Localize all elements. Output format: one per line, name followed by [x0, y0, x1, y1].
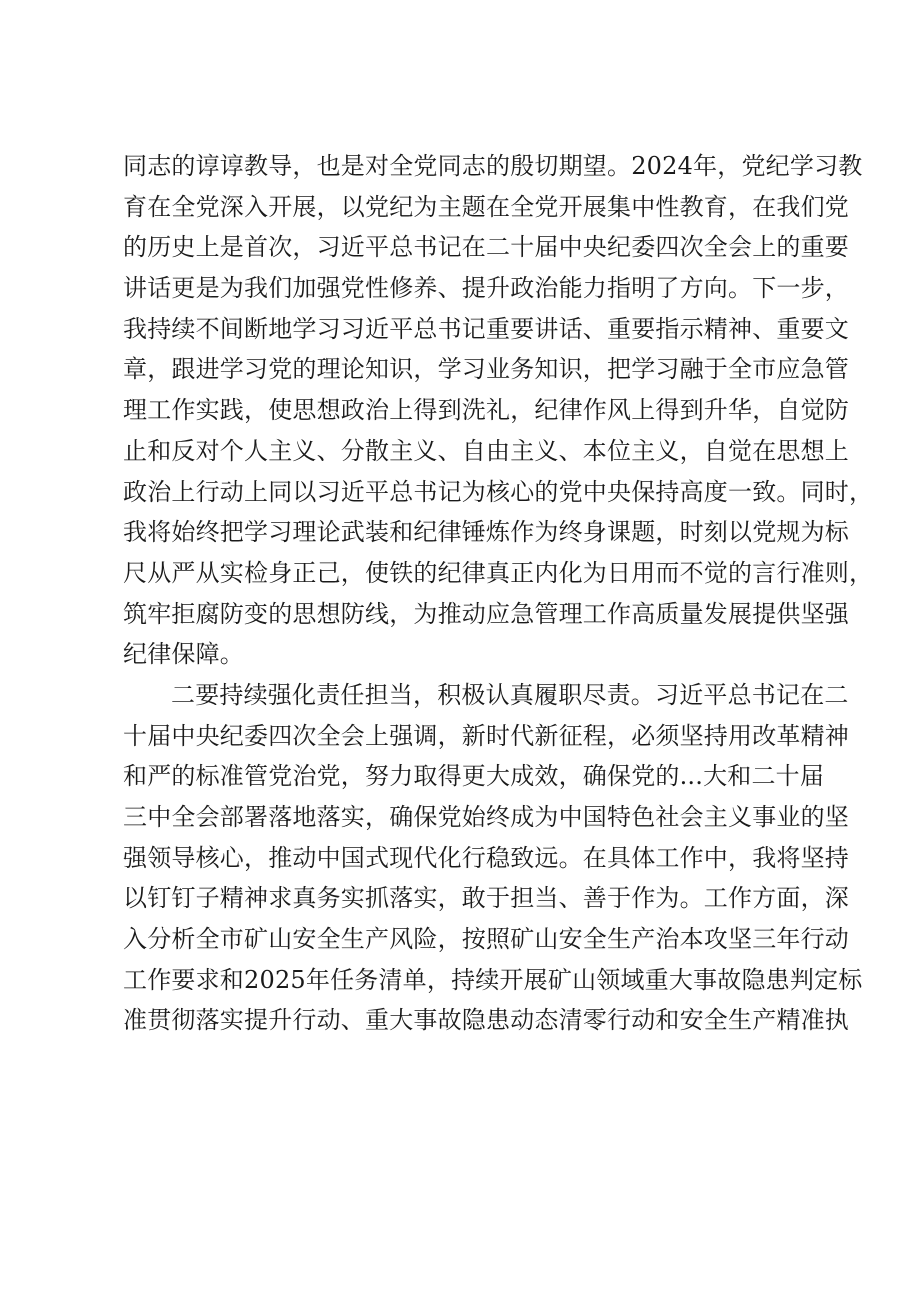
text-line: 的历史上是首次，习近平总书记在二十届中央纪委四次全会上的重要	[123, 233, 849, 262]
text-line: 政治上行动上同以习近平总书记为核心的党中央保持高度一致。同时，	[123, 477, 874, 506]
text-line: 准贯彻落实提升行动、重大事故隐患动态清零行动和安全生产精准执	[123, 1006, 849, 1035]
paragraph-start-line: 二要持续强化责任担当，积极认真履职尽责。习近平总书记在二	[171, 680, 849, 709]
text-line: 工作要求和2025年任务清单，持续开展矿山领域重大事故隐患判定标	[123, 965, 863, 994]
text-line: 以钉钉子精神求真务实抓落实，敢于担当、善于作为。工作方面，深	[123, 884, 849, 913]
text-line: 筑牢拒腐防变的思想防线，为推动应急管理工作高质量发展提供坚强	[123, 599, 849, 628]
text-line: 同志的谆谆教导，也是对全党同志的殷切期望。2024年，党纪学习教	[123, 152, 863, 180]
text-line: 强领导核心，推动中国式现代化行稳致远。在具体工作中，我将坚持	[123, 843, 849, 872]
text-line: 三中全会部署落地落实，确保党始终成为中国特色社会主义事业的坚	[123, 803, 849, 831]
text-line: 我将始终把学习理论武装和纪律锤炼作为终身课题，时刻以党规为标	[123, 518, 849, 547]
text-line: 入分析全市矿山安全生产风险，按照矿山安全生产治本攻坚三年行动	[123, 925, 849, 954]
text-line: 止和反对个人主义、分散主义、自由主义、本位主义，自觉在思想上	[123, 436, 849, 465]
text-line: 育在全党深入开展，以党纪为主题在全党开展集中性教育，在我们党	[123, 192, 849, 221]
text-line: 十届中央纪委四次全会上强调，新时代新征程，必须坚持用改革精神	[123, 721, 849, 750]
text-line: 和严的标准管党治党，努力取得更大成效，确保党的...大和二十届	[123, 762, 825, 791]
text-line: 讲话更是为我们加强党性修养、提升政治能力指明了方向。下一步，	[123, 274, 849, 303]
text-line: 我持续不间断地学习习近平总书记重要讲话、重要指示精神、重要文	[123, 314, 849, 343]
text-line: 理工作实践，使思想政治上得到洗礼，纪律作风上得到升华，自觉防	[123, 396, 849, 425]
text-line: 纪律保障。	[123, 640, 244, 669]
text-line: 章，跟进学习党的理论知识，学习业务知识，把学习融于全市应急管	[123, 355, 849, 384]
text-line: 尺从严从实检身正己，使铁的纪律真正内化为日用而不觉的言行准则，	[123, 558, 874, 587]
document-body	[123, 146, 874, 1041]
